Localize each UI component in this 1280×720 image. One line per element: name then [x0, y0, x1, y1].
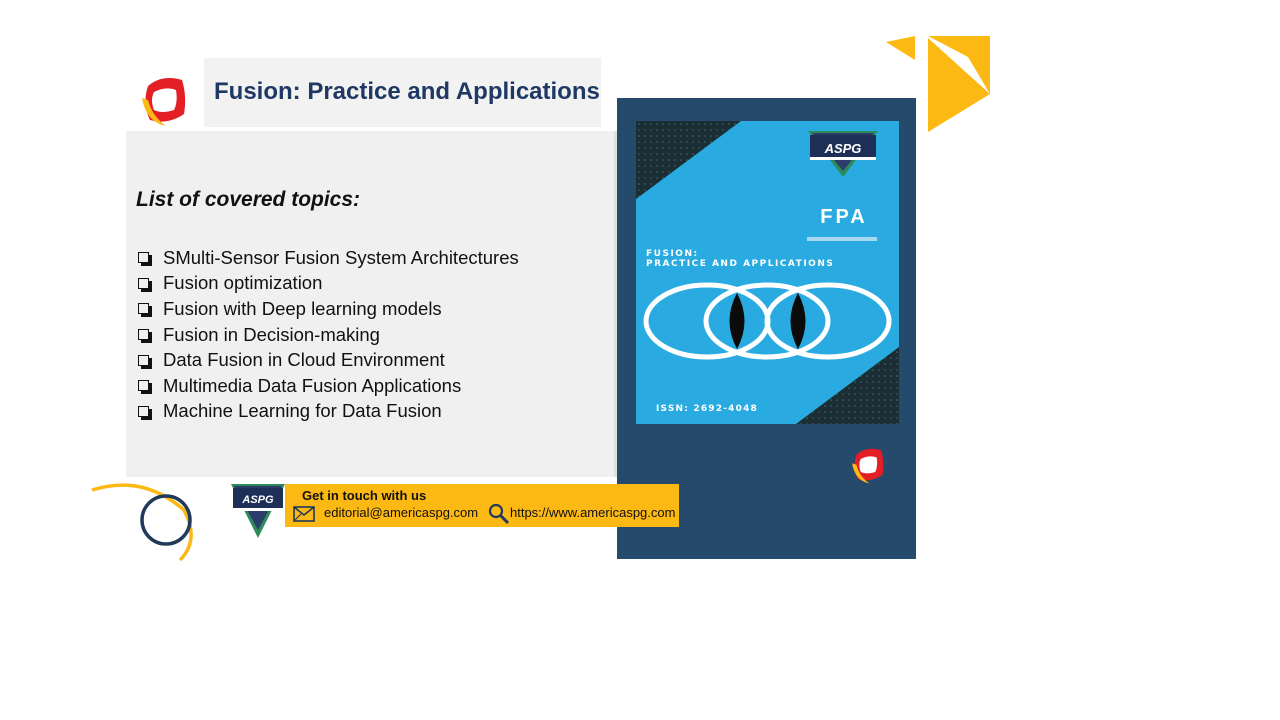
cover-artwork — [636, 121, 899, 424]
page-title: Fusion: Practice and Applications — [214, 78, 600, 105]
list-item — [138, 399, 519, 425]
checkbox-icon — [138, 303, 149, 314]
checkbox-icon — [138, 406, 149, 417]
checkbox-icon — [138, 278, 149, 289]
topic-label: Fusion optimization — [163, 272, 323, 294]
list-item — [138, 296, 519, 322]
decorative-circles — [88, 480, 198, 565]
checkbox-icon — [138, 329, 149, 340]
journal-cover — [636, 121, 899, 424]
topic-label: SMulti-Sensor Fusion System Architectures — [163, 246, 519, 268]
contact-url-link[interactable]: https://www.americaspg.com — [510, 505, 676, 520]
list-item — [138, 245, 519, 271]
brand-logo-icon — [138, 70, 190, 128]
checkbox-icon — [138, 380, 149, 391]
contact-logo-text: ASPG — [242, 494, 274, 506]
contact-heading: Get in touch with us — [302, 488, 427, 503]
list-item — [138, 373, 519, 399]
cover-issn: ISSN: 2692-4048 — [656, 404, 759, 414]
topic-label: Machine Learning for Data Fusion — [163, 400, 442, 422]
topic-label: Data Fusion in Cloud Environment — [163, 349, 445, 371]
magnifier-icon — [488, 503, 510, 525]
cover-title-line1: FUSION: — [646, 249, 699, 259]
list-item — [138, 347, 519, 373]
topic-label: Multimedia Data Fusion Applications — [163, 374, 462, 396]
list-item — [138, 271, 519, 297]
list-item — [138, 322, 519, 348]
cover-abbreviation: FPA — [820, 206, 868, 228]
contact-email-link[interactable]: editorial@americaspg.com — [324, 505, 479, 520]
topic-label: Fusion with Deep learning models — [163, 297, 442, 319]
contact-publisher-logo — [230, 484, 286, 540]
brand-logo-small-icon — [849, 443, 887, 485]
topics-heading: List of covered topics: — [136, 188, 361, 211]
checkbox-icon — [138, 252, 149, 263]
checkbox-icon — [138, 355, 149, 366]
topic-label: Fusion in Decision-making — [163, 323, 380, 345]
cover-publisher-logo: ASPG — [824, 141, 862, 156]
cover-title-line2: PRACTICE AND APPLICATIONS — [646, 259, 835, 269]
envelope-icon — [293, 505, 315, 523]
topics-list — [138, 245, 519, 424]
